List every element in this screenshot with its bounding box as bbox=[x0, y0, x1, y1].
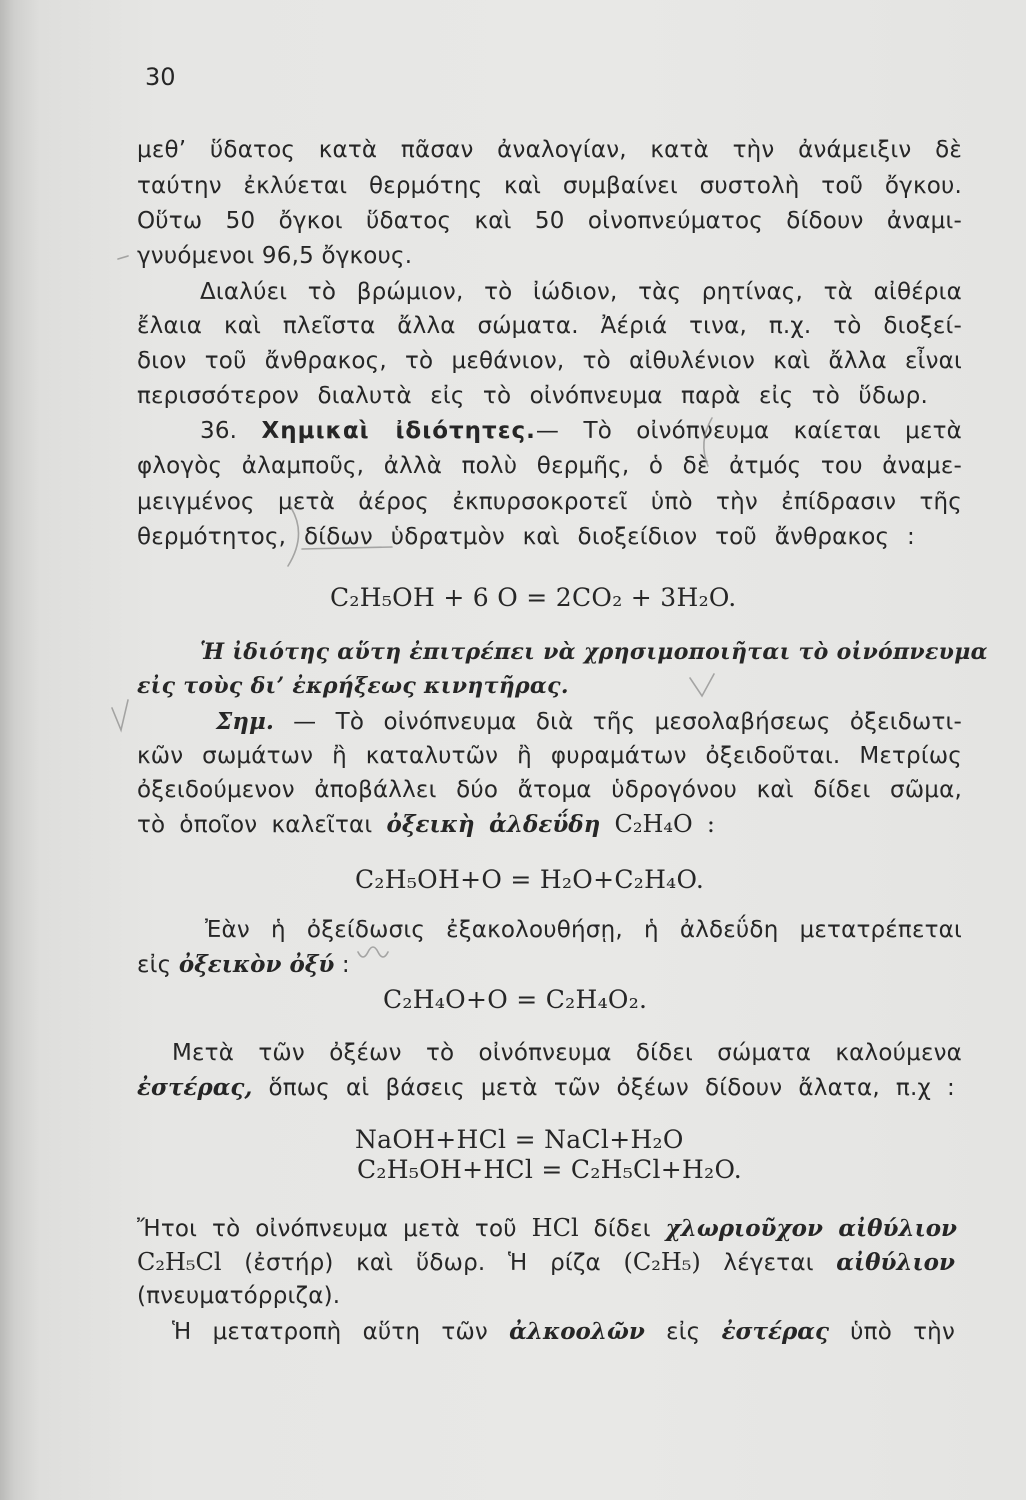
section-heading: Χημικαὶ ἰδιότητες. bbox=[261, 418, 536, 444]
section-36-line-4: θερμότητος, δίδων ὑδρατμὸν καὶ διοξείδιον τοῦ ἄνθρακος : bbox=[137, 524, 915, 550]
para1-line-2: ταύτην ἐκλύεται θερμότης καὶ συμβαίνει συστολὴ τοῦ ὄγκου. bbox=[137, 173, 962, 199]
conversion-line bbox=[172, 1315, 955, 1349]
salt-equation: NaOH+HCl = NaCl+H₂O bbox=[355, 1125, 684, 1154]
section-36-line-3: μειγμένος μετὰ ἀέρος ἐκπυρσοκροτεῖ ὑπὸ τὴν ἐπίδρασιν τῆς bbox=[137, 489, 962, 515]
esters-line-2-text: ὅπως αἱ βάσεις μετὰ τῶν ὀξέων δίδουν ἄλατα, π.χ : bbox=[268, 1075, 955, 1101]
conversion-text-2: εἰς bbox=[666, 1319, 701, 1345]
ethyl-line-2-text: (ἐστήρ) καὶ ὕδωρ. Ἡ ρίζα bbox=[244, 1250, 601, 1276]
para1-line-4: γνυόμενοι 96,5 ὄγκους. bbox=[137, 243, 413, 269]
note-label: Σημ. bbox=[216, 708, 274, 735]
section-36-line-2: φλογὸς ἀλαμποῦς, ἀλλὰ πολὺ θερμῆς, ὁ δὲ ἀτμός του ἀναμε- bbox=[137, 453, 962, 479]
para2-line-4: περισσότερον διαλυτὰ εἰς τὸ οἰνόπνευμα παρὰ εἰς τὸ ὕδωρ. bbox=[137, 383, 928, 409]
section-intro-text: — Τὸ οἰνόπνευμα καίεται μετὰ bbox=[535, 418, 962, 444]
para2-line-3: διον τοῦ ἄνθρακος, τὸ μεθάνιον, τὸ αἰθυλένιον καὶ ἄλλα εἶναι bbox=[137, 348, 962, 374]
para1-line-1: μεθ’ ὕδατος κατὰ πᾶσαν ἀναλογίαν, κατὰ τὴν ἀνάμειξιν δὲ bbox=[137, 137, 962, 163]
note-term-acetaldehyde: ὀξεικὴ ἀλδεΰδη bbox=[386, 811, 601, 838]
note-intro-text: — Τὸ οἰνόπνευμα διὰ τῆς μεσολαβήσεως ὀξειδωτι- bbox=[293, 709, 963, 735]
acetic-acid-equation: C₂H₄O+O = C₂H₄O₂. bbox=[383, 985, 648, 1014]
esters-line-2 bbox=[137, 1071, 955, 1105]
italic-note-line-2: εἰς τοὺς δι’ ἐκρήξεως κινητῆρας. bbox=[137, 673, 569, 699]
ethyl-line-2 bbox=[137, 1245, 955, 1280]
conversion-term-esters: ἐστέρας bbox=[721, 1318, 829, 1345]
section-number: 36. bbox=[200, 418, 238, 444]
conversion-text-1: Ἡ μετατροπὴ αὕτη τῶν bbox=[172, 1319, 488, 1345]
oxidation-line-2 bbox=[137, 948, 962, 982]
conversion-term-alcohols: ἀλκοολῶν bbox=[509, 1318, 645, 1345]
esters-line-1: Μετὰ τῶν ὀξέων τὸ οἰνόπνευμα δίδει σώματα καλούμενα bbox=[172, 1040, 962, 1066]
para2-line-2: ἔλαια καὶ πλεῖστα ἄλλα σώματα. Ἀέριά τινα, π.χ. τὸ διοξεί- bbox=[137, 313, 962, 339]
ethyl-line-2-verb: λέγεται bbox=[723, 1250, 814, 1276]
oxidation-term-acetic-acid: ὀξεικὸν ὀξύ bbox=[178, 951, 335, 978]
page-number: 30 bbox=[145, 63, 176, 91]
note-line-2: κῶν σωμάτων ἢ καταλυτῶν ἢ φυραμάτων ὀξειδοῦται. Μετρίως bbox=[137, 743, 962, 769]
oxidation-line-1: Ἐὰν ἡ ὀξείδωσις ἐξακολουθήσῃ, ἡ ἀλδεΰδη μετατρέπεται bbox=[205, 917, 962, 943]
note-last-line-text: τὸ ὁποῖον καλεῖται bbox=[137, 812, 373, 838]
combustion-equation: C₂H₅OH + 6 O = 2CO₂ + 3H₂O. bbox=[330, 583, 737, 612]
ethyl-line-1-text: Ἤτοι τὸ οἰνόπνευμα μετὰ τοῦ bbox=[137, 1216, 517, 1242]
note-line-3: ὀξειδούμενον ἀποβάλλει δύο ἄτομα ὑδρογόνου καὶ δίδει σῶμα, bbox=[137, 777, 962, 803]
note-formula: C₂H₄O : bbox=[614, 810, 716, 838]
pencil-check-mark-left bbox=[112, 700, 128, 730]
ethyl-line-1-formula: HCl bbox=[531, 1214, 579, 1242]
conversion-text-3: ὑπὸ τὴν bbox=[850, 1319, 956, 1345]
pencil-dash-mark bbox=[118, 256, 128, 259]
italic-note-line-1: Ἡ ἰδιότης αὕτη ἐπιτρέπει νὰ χρησιμοποιῆται τὸ οἰνόπνευμα bbox=[200, 639, 988, 665]
oxidation-prefix: εἰς bbox=[137, 952, 172, 978]
section-36-first-line bbox=[200, 414, 962, 448]
esters-term: ἐστέρας, bbox=[137, 1074, 253, 1101]
para1-line-3: Οὕτω 50 ὄγκοι ὕδατος καὶ 50 οἰνοπνεύματος δίδουν ἀναμι- bbox=[137, 208, 962, 234]
ethyl-term: αἰθύλιον bbox=[836, 1249, 955, 1276]
oxidation-equation: C₂H₅OH+O = H₂O+C₂H₄O. bbox=[355, 865, 705, 894]
ethyl-line-2-formula: C₂H₅Cl bbox=[137, 1248, 222, 1276]
ethyl-line-1-verb: δίδει bbox=[593, 1216, 651, 1242]
oxidation-suffix: : bbox=[341, 952, 350, 978]
note-line-4 bbox=[137, 807, 715, 842]
ethyl-chloride-term: χλωριοῦχον αἰθύλιον bbox=[665, 1215, 957, 1242]
para2-line-1: Διαλύει τὸ βρώμιον, τὸ ἰώδιον, τὰς ρητίνας, τὰ αἰθέρια bbox=[200, 279, 962, 305]
ethyl-radical-formula: (C₂H₅) bbox=[623, 1248, 701, 1276]
note-first-line bbox=[216, 705, 962, 739]
ethyl-line-1 bbox=[137, 1211, 957, 1246]
ester-equation: C₂H₅OH+HCl = C₂H₅Cl+H₂O. bbox=[357, 1155, 743, 1184]
ethyl-line-3: (πνευματόρριζα). bbox=[137, 1283, 341, 1309]
